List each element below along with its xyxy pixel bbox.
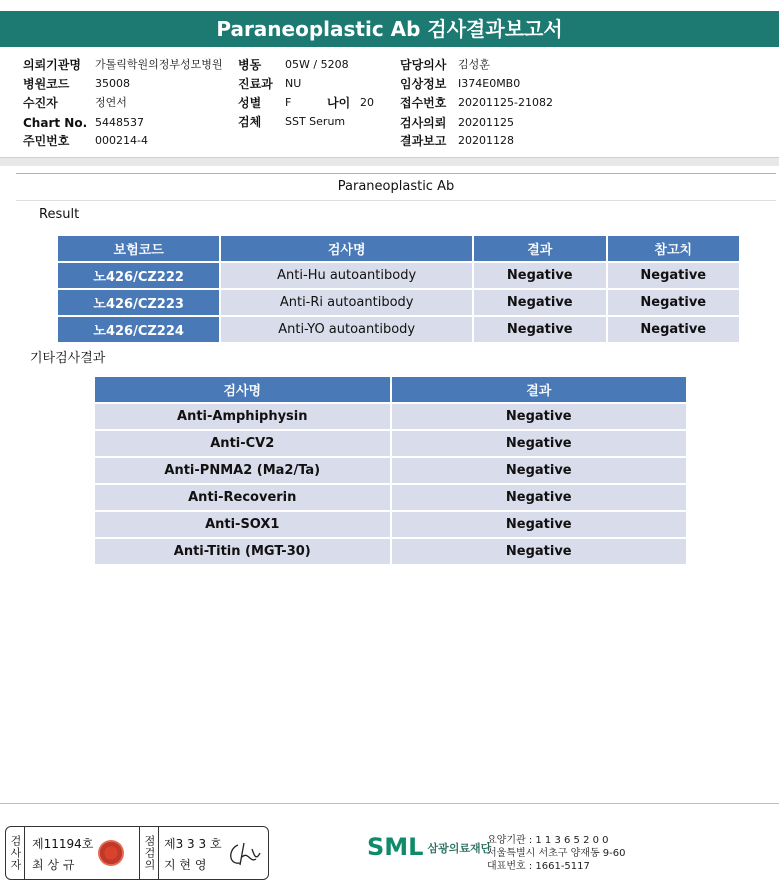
request-value: 20201125: [458, 116, 514, 129]
section-title: Paraneoplastic Ab: [337, 179, 455, 194]
chart-value: 5448537: [95, 116, 144, 129]
hospital-code-value: 35008: [95, 77, 130, 90]
other-results-label: 기타검사결과: [30, 351, 106, 366]
test-result: Negative: [474, 317, 605, 342]
test-result: Negative: [392, 485, 686, 510]
specimen-value: SST Serum: [285, 115, 346, 128]
signature-mark: [226, 839, 262, 869]
test-result: Negative: [392, 539, 686, 564]
header-test-name: 검사명: [95, 377, 390, 402]
test-name: Anti-Titin (MGT-30): [95, 539, 390, 564]
signature-box: [5, 826, 269, 880]
test-result: Negative: [474, 263, 605, 288]
result-table-header: [58, 236, 739, 261]
report-date-value: 20201128: [458, 134, 514, 147]
footer-divider: [0, 803, 779, 804]
doctor-value: 김성훈: [458, 58, 490, 71]
institution-number: 요양기관 : 1 1 3 6 5 2 0 0: [487, 835, 609, 846]
test-name: Anti-SOX1: [95, 512, 390, 537]
age-value: 20: [360, 96, 374, 109]
table-row: [95, 404, 686, 429]
tester-label: 검사자: [6, 827, 25, 879]
patient-value: 정연서: [95, 96, 127, 109]
report-title: Paraneoplastic Ab 검사결과보고서: [0, 11, 779, 47]
test-result: Negative: [392, 458, 686, 483]
ward-label: 병동: [238, 58, 262, 72]
dept-value: NU: [285, 77, 302, 90]
seal-stamp: [98, 840, 124, 866]
insurance-code: 노426/CZ224: [58, 317, 219, 342]
test-name: Anti-Hu autoantibody: [221, 263, 472, 288]
table-row: [95, 485, 686, 510]
ward-value: 05W / 5208: [285, 58, 349, 71]
sml-logo: [367, 833, 491, 861]
header-insurance-code: 보험코드: [58, 236, 219, 261]
clinical-label: 임상정보: [400, 77, 447, 91]
table-row: [95, 458, 686, 483]
checker-name: 지 현 영: [164, 858, 207, 872]
clinical-value: I374E0MB0: [458, 77, 521, 90]
test-name: Anti-YO autoantibody: [221, 317, 472, 342]
insurance-code: 노426/CZ222: [58, 263, 219, 288]
footer-address: 서울특별시 서초구 양재동 9-60: [487, 848, 626, 859]
test-result: Negative: [392, 431, 686, 456]
test-name: Anti-CV2: [95, 431, 390, 456]
sex-value: F: [285, 96, 292, 109]
header-result: 결과: [392, 377, 686, 402]
chart-label: Chart No.: [23, 116, 88, 130]
other-table-header: [95, 377, 686, 402]
specimen-label: 검체: [238, 115, 262, 129]
table-row: [95, 512, 686, 537]
test-result: Negative: [474, 290, 605, 315]
test-name: Anti-Amphiphysin: [95, 404, 390, 429]
receipt-value: 20201125-21082: [458, 96, 553, 109]
institution-label: 의뢰기관명: [23, 58, 81, 72]
request-label: 검사의뢰: [400, 116, 447, 130]
header-result: 결과: [474, 236, 605, 261]
test-result: Negative: [392, 404, 686, 429]
header-reference: 참고치: [608, 236, 740, 261]
result-table: [56, 234, 741, 344]
other-results-table: [93, 375, 688, 566]
header-divider: [0, 157, 779, 166]
checker-license-no: 제3 3 3 호: [164, 837, 222, 851]
tester-license-no: 제11194호: [32, 837, 94, 851]
id-label: 주민번호: [23, 134, 70, 148]
age-label: 나이: [327, 96, 351, 110]
checker-label: 점검의: [139, 827, 159, 879]
result-label: Result: [39, 207, 80, 222]
report-date-label: 결과보고: [400, 134, 447, 148]
test-name: Anti-Ri autoantibody: [221, 290, 472, 315]
section-top-line: [16, 173, 776, 174]
logo-subtitle: 삼광의료재단: [427, 842, 492, 855]
test-name: Anti-Recoverin: [95, 485, 390, 510]
table-row: [58, 317, 739, 342]
insurance-code: 노426/CZ223: [58, 290, 219, 315]
header-test-name: 검사명: [221, 236, 472, 261]
table-row: [95, 431, 686, 456]
hospital-code-label: 병원코드: [23, 77, 70, 91]
table-row: [95, 539, 686, 564]
id-value: 000214-4: [95, 134, 148, 147]
table-row: [58, 290, 739, 315]
logo-text: SML: [367, 833, 424, 861]
dept-label: 진료과: [238, 77, 273, 91]
footer-phone: 대표번호 : 1661-5117: [487, 861, 590, 872]
doctor-label: 담당의사: [400, 58, 447, 72]
section-bottom-line: [16, 200, 776, 201]
reference-value: Negative: [608, 290, 740, 315]
reference-value: Negative: [608, 263, 740, 288]
receipt-label: 접수번호: [400, 96, 447, 110]
tester-name: 최 상 규: [32, 858, 75, 872]
sex-label: 성별: [238, 96, 262, 110]
test-result: Negative: [392, 512, 686, 537]
test-name: Anti-PNMA2 (Ma2/Ta): [95, 458, 390, 483]
reference-value: Negative: [608, 317, 740, 342]
footer-info: [487, 834, 626, 873]
institution-value: 가톨릭학원의정부성모병원: [95, 58, 223, 71]
table-row: [58, 263, 739, 288]
patient-label: 수진자: [23, 96, 58, 110]
